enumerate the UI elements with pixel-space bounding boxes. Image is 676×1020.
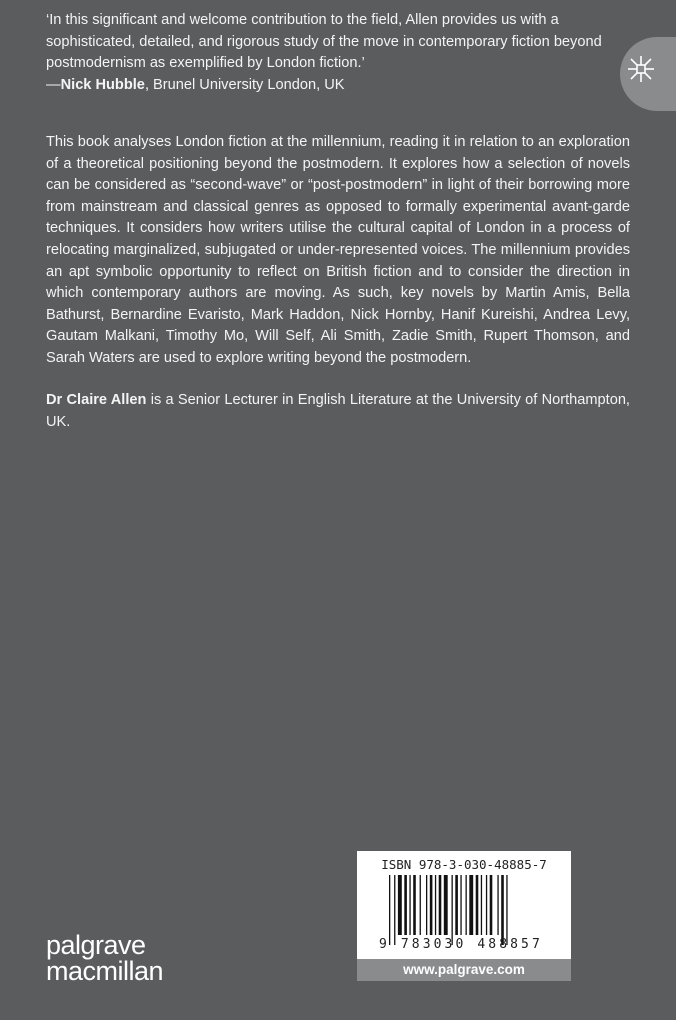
barcode-bar [409,875,410,935]
barcode-bar [466,875,467,935]
barcode-bar [413,875,416,935]
barcode-bar [452,875,453,945]
quote-author: Nick Hubble [60,76,145,93]
book-description [46,132,630,370]
barcode-bar [404,875,407,935]
barcode-bar [398,875,402,935]
barcode-bar [394,875,395,945]
quote-affiliation: , Brunel University London, UK [144,76,345,93]
barcode-bar [501,875,504,945]
barcode-bar [469,875,473,935]
barcode-digits: 9 783030 488857 [379,937,543,952]
barcode-bar [444,875,448,935]
endorsement-quote [46,10,606,96]
barcode-bar [490,875,493,935]
isbn-label: ISBN 978-3-030-48885-7 [381,857,547,872]
author-bio [46,390,630,433]
barcode-bar [476,875,479,935]
description-text: This book analyses London fiction at the millennium, reading it in relation to an exploration of a theoretical positioning beyond the postmodern. It explores how a selection of novels can be considered as “second-wave” or “post-postmodern” in light of their borrowing more from mainstream and classical genres as opposed to formally experimental avant-garde techniques. It considers how writers utilise the cultural capital of London in a process of relocating marginalized, subjugated or under-represented voices. The millennium provides an apt symbolic opportunity to reflect on British fiction and to consider the direction in which contemporary authors are moving. As such, key novels by Martin Amis, Bella Bathurst, Bernardine Evaristo, Mark Haddon, Nick Hornby, Hanif Kureishi, Andrea Levy, Gautam Malkani, Timothy Mo, Will Self, Ali Smith, Zadie Smith, Rupert Thomson, and Sarah Waters are used to explore writing beyond the postmodern. [46,134,630,366]
barcode-bar [439,875,442,935]
barcode-bar [506,875,507,945]
barcode-bar [497,875,498,935]
logo-line-1: palgrave [46,930,146,960]
quote-text: ‘In this significant and welcome contribution to the field, Allen provides us with a sophisticated, detailed, and rigorous study of the move in contemporary fiction beyond postmodernism as exemplified by London fiction.’ [46,12,602,72]
quote-dash: — [46,76,61,93]
bio-text: is a Senior Lecturer in English Literature at the University of Northampton, UK. [46,392,630,430]
palgrave-star-icon [626,54,656,84]
barcode-bar [435,875,436,935]
barcode-bar [389,875,390,945]
barcode-bar [460,875,461,935]
barcode-bar [481,875,482,935]
barcode-bar [426,875,427,935]
barcode-bar [455,875,458,935]
publisher-tab [620,37,676,111]
barcode-bar [420,875,421,935]
publisher-logo [46,932,163,984]
publisher-url: www.palgrave.com [357,959,571,981]
author-name: Dr Claire Allen [46,392,147,408]
barcode-bar [430,875,433,935]
isbn-barcode [357,851,571,959]
logo-line-2: macmillan [46,956,164,986]
barcode-bar [486,875,487,935]
